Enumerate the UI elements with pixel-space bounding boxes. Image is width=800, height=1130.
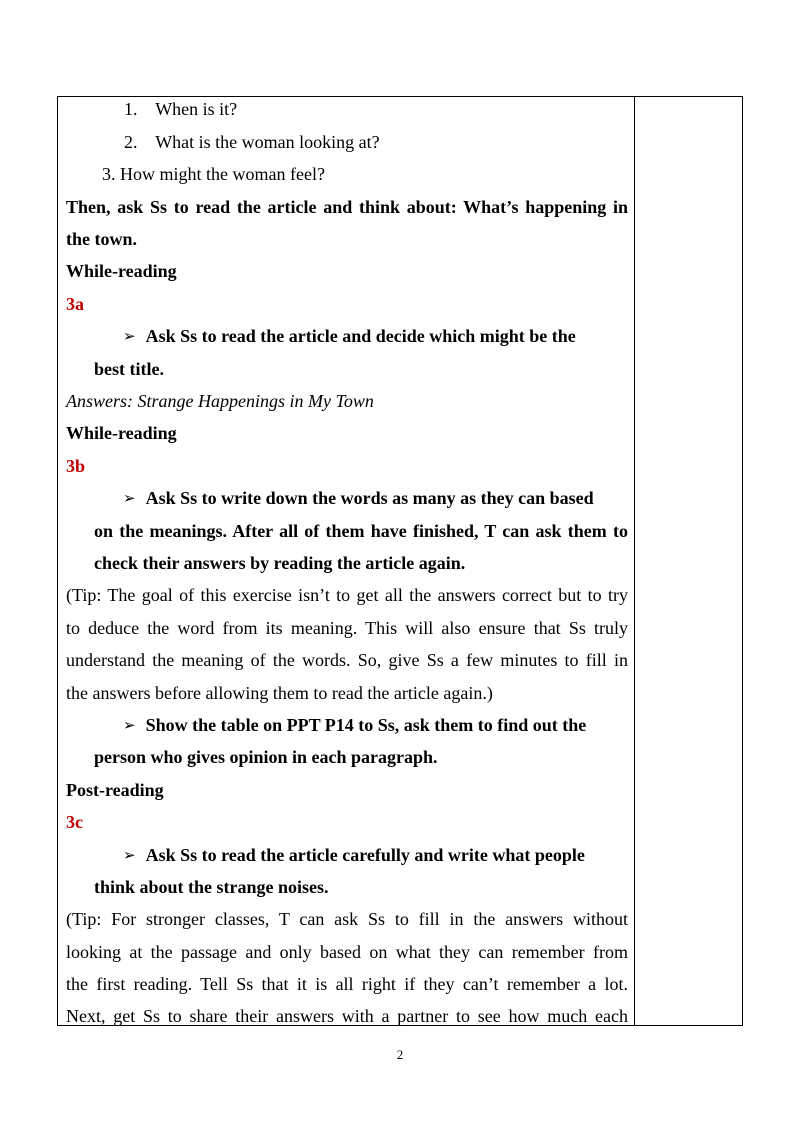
stage-heading: While-reading [66, 423, 177, 443]
bullet-instruction-cont: on the meanings. After all of them have finished, T can ask them to [94, 521, 628, 541]
question-item [124, 131, 624, 153]
tip-line: the first reading. Tell Ss that it is all right if they can’t remember a lot. [66, 974, 628, 994]
question-text: How might the woman feel? [120, 164, 325, 184]
answers-line: Answers: Strange Happenings in My Town [66, 391, 374, 411]
question-number: 1. [124, 99, 138, 119]
activity-label: 3a [66, 294, 84, 314]
tip-line: the answers before allowing them to read the article again.) [66, 683, 493, 703]
question-item [124, 98, 624, 120]
stage-heading: While-reading [66, 261, 177, 281]
activity-label: 3c [66, 812, 83, 832]
question-text: What is the woman looking at? [155, 132, 380, 152]
tip-line: Next, get Ss to share their answers with a partner to see how much each [66, 1006, 628, 1026]
arrow-bullet-icon: ➢ [123, 716, 136, 734]
bullet-instruction: ➢ Ask Ss to read the article and decide which might be the [123, 326, 576, 346]
activity-label: 3b [66, 456, 86, 476]
question-text: When is it? [155, 99, 238, 119]
question-item [102, 163, 622, 185]
arrow-bullet-icon: ➢ [123, 327, 136, 345]
bullet-instruction: ➢ Show the table on PPT P14 to Ss, ask them to find out the [123, 715, 587, 735]
tip-line: looking at the passage and only based on what they can remember from [66, 942, 628, 962]
bullet-instruction-cont: best title. [94, 359, 164, 379]
tip-line: (Tip: The goal of this exercise isn’t to get all the answers correct but to try [66, 585, 628, 605]
bullet-instruction-cont: person who gives opinion in each paragraph. [94, 747, 438, 767]
bullet-instruction: ➢ Ask Ss to read the article carefully and write what people [123, 845, 585, 865]
page-number: 2 [396, 1047, 404, 1062]
bullet-instruction-cont: think about the strange noises. [94, 877, 329, 897]
arrow-bullet-icon: ➢ [123, 846, 136, 864]
arrow-bullet-icon: ➢ [123, 489, 136, 507]
lesson-table [57, 96, 743, 1026]
tip-line: to deduce the word from its meaning. This will also ensure that Ss truly [66, 618, 628, 638]
tip-line: (Tip: For stronger classes, T can ask Ss to fill in the answers without [66, 909, 628, 929]
question-number: 3. [102, 164, 116, 184]
bullet-instruction-cont: check their answers by reading the article again. [94, 553, 466, 573]
then-instruction-line: the town. [66, 229, 137, 249]
then-instruction-line: Then, ask Ss to read the article and think about: What’s happening in [66, 197, 628, 217]
question-number: 2. [124, 132, 138, 152]
stage-heading: Post-reading [66, 780, 164, 800]
tip-line: understand the meaning of the words. So, give Ss a few minutes to fill in [66, 650, 628, 670]
bullet-instruction: ➢ Ask Ss to write down the words as many as they can based [123, 488, 594, 508]
